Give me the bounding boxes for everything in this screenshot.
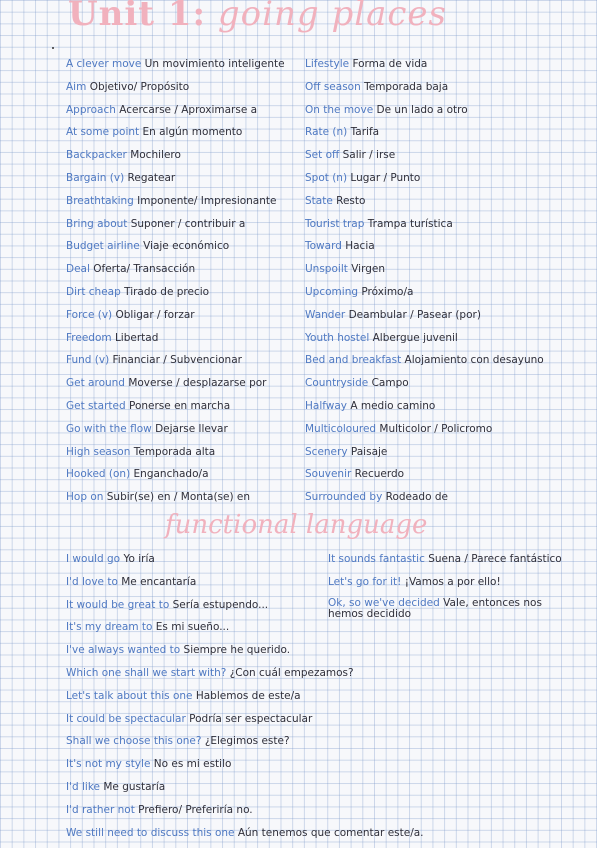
entry-english: Surrounded by xyxy=(305,491,383,504)
entry-spanish: Tarifa xyxy=(350,126,380,139)
entry-spanish: Un movimiento inteligente xyxy=(144,58,285,70)
entry-english: On the move xyxy=(305,103,374,116)
entry-english: Lifestyle xyxy=(305,58,350,70)
vocab-entry xyxy=(66,575,196,589)
entry-english: Bargain (v) xyxy=(66,172,125,184)
vocab-entry xyxy=(66,552,155,566)
entry-english: Spot (n) xyxy=(305,172,348,184)
entry-spanish: Prefiero/ Preferiría no. xyxy=(138,803,253,816)
entry-english: Bed and breakfast xyxy=(305,354,402,367)
entry-spanish: Suponer / contribuir a xyxy=(130,217,246,230)
entry-english: Go with the flow xyxy=(66,422,152,435)
vocab-entry xyxy=(66,399,230,413)
vocab-entry xyxy=(66,331,158,345)
vocab-entry xyxy=(66,103,257,117)
vocab-entry xyxy=(66,376,267,390)
entry-english: Halfway xyxy=(305,400,347,412)
vocab-entry xyxy=(66,285,209,299)
vocab-entry xyxy=(305,103,468,117)
entry-english: Which one shall we start with? xyxy=(66,667,227,679)
vocab-entry xyxy=(305,467,404,481)
page-title xyxy=(68,0,447,34)
entry-spanish: Imponente/ Impresionante xyxy=(137,194,277,207)
entry-spanish: Oferta/ Transacción xyxy=(93,263,196,276)
vocab-entry xyxy=(66,125,242,139)
vocab-entry xyxy=(305,194,365,208)
vocab-entry xyxy=(66,734,290,748)
entry-english: Approach xyxy=(66,103,116,116)
entry-english: Off season xyxy=(305,80,361,93)
vocab-entry xyxy=(66,643,290,657)
entry-english: I'd rather not xyxy=(66,803,135,816)
vocab-entry xyxy=(305,353,544,367)
vocab-entry xyxy=(305,125,379,139)
vocab-entry xyxy=(66,598,268,612)
entry-spanish: De un lado a otro xyxy=(376,103,468,116)
vocab-entry xyxy=(305,331,458,345)
entry-spanish: Dejarse llevar xyxy=(155,422,228,435)
entry-spanish: Me gustaría xyxy=(103,781,166,793)
vocab-entry xyxy=(305,490,448,504)
entry-english: Scenery xyxy=(305,445,348,458)
entry-english: Souvenir xyxy=(305,468,352,481)
vocab-entry xyxy=(305,262,385,276)
entry-spanish: Temporada alta xyxy=(133,445,216,458)
entry-spanish: Virgen xyxy=(351,263,385,276)
vocab-entry xyxy=(305,171,420,185)
entry-english: Backpacker xyxy=(66,149,127,162)
vocab-entry xyxy=(305,239,375,253)
entry-english: Get started xyxy=(66,400,126,412)
entry-spanish: Me encantaría xyxy=(121,575,197,588)
vocab-entry xyxy=(66,262,195,276)
vocab-entry xyxy=(66,712,312,726)
vocab-entry xyxy=(66,780,165,794)
entry-english: High season xyxy=(66,445,131,458)
entry-english: Force (v) xyxy=(66,308,113,321)
entry-spanish: Salir / irse xyxy=(342,149,396,162)
entry-spanish: Moverse / desplazarse por xyxy=(128,377,267,390)
vocab-entry xyxy=(66,620,229,634)
vocab-entry xyxy=(66,148,181,162)
entry-english: I've always wanted to xyxy=(66,644,181,657)
entry-spanish: Vale, entonces nos hemos decidido xyxy=(328,596,542,620)
entry-spanish: Alojamiento con desayuno xyxy=(404,354,544,367)
vocab-entry xyxy=(305,148,395,162)
entry-english: A clever move xyxy=(66,58,142,70)
entry-spanish: Yo iría xyxy=(123,553,155,565)
vocab-entry xyxy=(66,757,231,771)
entry-english: It sounds fantastic xyxy=(328,553,425,565)
margin-dot xyxy=(52,47,54,49)
entry-spanish: No es mi estilo xyxy=(153,758,232,771)
entry-spanish: Sería estupendo... xyxy=(172,598,269,611)
entry-english: Tourist trap xyxy=(305,217,365,230)
entry-spanish: Podría ser espectacular xyxy=(189,712,313,725)
vocab-entry xyxy=(66,422,228,436)
section-title: functional language xyxy=(165,510,428,540)
entry-english: Bring about xyxy=(66,217,128,230)
entry-spanish: Temporada baja xyxy=(364,80,449,93)
vocab-entry xyxy=(66,689,301,703)
entry-spanish: ¿Con cuál empezamos? xyxy=(229,667,354,679)
entry-spanish: Forma de vida xyxy=(352,58,428,70)
entry-english: State xyxy=(305,194,333,207)
entry-spanish: Financiar / Subvencionar xyxy=(112,354,242,367)
entry-english: Aim xyxy=(66,80,87,93)
entry-spanish: Resto xyxy=(336,194,366,207)
entry-spanish: Siempre he querido. xyxy=(183,644,291,657)
entry-spanish: Objetivo/ Propósito xyxy=(89,80,190,93)
entry-english: Budget airline xyxy=(66,240,140,253)
vocab-entry xyxy=(305,422,492,436)
vocab-entry xyxy=(328,575,501,589)
entry-spanish: Ponerse en marcha xyxy=(128,400,231,412)
entry-spanish: Mochilero xyxy=(130,149,181,162)
entry-english: Ok, so we've decided xyxy=(328,596,440,609)
entry-spanish: Rodeado de xyxy=(385,491,448,504)
vocab-entry xyxy=(305,376,409,390)
entry-english: Toward xyxy=(305,240,342,253)
entry-spanish: Hacia xyxy=(345,240,375,253)
entry-spanish: Albergue juvenil xyxy=(372,331,458,344)
entry-english: Get around xyxy=(66,377,125,390)
vocab-entry xyxy=(328,598,568,620)
entry-english: Wander xyxy=(305,308,346,321)
entry-spanish: Enganchado/a xyxy=(133,468,209,481)
vocab-entry xyxy=(66,490,250,504)
entry-spanish: Subir(se) en / Monta(se) en xyxy=(106,491,251,504)
entry-spanish: Suena / Parece fantástico xyxy=(428,553,562,565)
title-unit: Unit 1: xyxy=(68,0,207,34)
vocab-entry xyxy=(66,171,175,185)
vocab-entry xyxy=(66,57,285,71)
entry-spanish: Libertad xyxy=(114,331,159,344)
entry-english: Let's talk about this one xyxy=(66,689,193,702)
entry-spanish: En algún momento xyxy=(142,126,243,139)
entry-english: Set off xyxy=(305,149,340,162)
entry-english: We still need to discuss this one xyxy=(66,826,235,839)
entry-spanish: ¡Vamos a por ello! xyxy=(404,575,501,588)
vocab-entry xyxy=(328,552,562,566)
entry-spanish: A medio camino xyxy=(350,400,436,412)
entry-english: It's not my style xyxy=(66,758,151,771)
entry-spanish: Paisaje xyxy=(350,445,388,458)
entry-spanish: Trampa turística xyxy=(367,217,453,230)
entry-english: Unspoilt xyxy=(305,263,348,276)
vocab-entry xyxy=(305,308,481,322)
vocab-entry xyxy=(66,826,424,840)
entry-english: Youth hostel xyxy=(305,331,370,344)
entry-english: I'd like xyxy=(66,781,100,793)
entry-spanish: Es mi sueño... xyxy=(155,621,230,634)
entry-english: It would be great to xyxy=(66,598,170,611)
vocab-entry xyxy=(66,194,276,208)
vocab-entry xyxy=(66,80,189,94)
entry-english: Breathtaking xyxy=(66,194,134,207)
entry-english: Upcoming xyxy=(305,286,359,298)
vocab-entry xyxy=(66,803,253,817)
entry-english: Shall we choose this one? xyxy=(66,735,202,748)
entry-english: I would go xyxy=(66,553,121,565)
title-subtitle: going places xyxy=(217,0,447,34)
entry-english: Dirt cheap xyxy=(66,286,121,298)
entry-spanish: Obligar / forzar xyxy=(115,308,195,321)
entry-english: Let's go for it! xyxy=(328,575,402,588)
entry-english: Hooked (on) xyxy=(66,468,131,481)
vocab-entry xyxy=(305,217,453,231)
entry-spanish: Multicolor / Policromo xyxy=(379,422,493,435)
entry-spanish: Deambular / Pasear (por) xyxy=(348,308,481,321)
entry-spanish: Tirado de precio xyxy=(124,286,210,298)
entry-spanish: Viaje económico xyxy=(143,240,230,253)
entry-spanish: Regatear xyxy=(127,172,176,184)
vocab-entry xyxy=(66,353,242,367)
entry-spanish: ¿Elegimos este? xyxy=(204,735,290,748)
entry-english: Hop on xyxy=(66,491,104,504)
entry-english: Countryside xyxy=(305,377,369,390)
vocab-entry xyxy=(66,666,354,680)
entry-english: Rate (n) xyxy=(305,126,348,139)
entry-spanish: Lugar / Punto xyxy=(350,172,421,184)
vocab-entry xyxy=(305,57,427,71)
entry-english: At some point xyxy=(66,126,140,139)
entry-spanish: Hablemos de este/a xyxy=(195,689,301,702)
vocab-entry xyxy=(66,445,215,459)
entry-spanish: Próximo/a xyxy=(361,286,414,298)
vocab-entry xyxy=(305,285,413,299)
vocab-entry xyxy=(66,217,245,231)
entry-english: It's my dream to xyxy=(66,621,153,634)
vocab-entry xyxy=(305,80,448,94)
vocab-entry xyxy=(66,308,195,322)
entry-english: Deal xyxy=(66,263,90,276)
vocab-entry xyxy=(66,239,229,253)
entry-spanish: Campo xyxy=(371,377,409,390)
entry-english: Freedom xyxy=(66,331,112,344)
entry-spanish: Acercarse / Aproximarse a xyxy=(119,103,258,116)
vocab-entry xyxy=(305,399,435,413)
entry-english: It could be spectacular xyxy=(66,712,186,725)
entry-spanish: Recuerdo xyxy=(354,468,405,481)
entry-english: I'd love to xyxy=(66,575,118,588)
vocab-entry xyxy=(66,467,209,481)
entry-spanish: Aún tenemos que comentar este/a. xyxy=(237,826,424,839)
entry-english: Fund (v) xyxy=(66,354,110,367)
entry-english: Multicoloured xyxy=(305,422,377,435)
vocab-entry xyxy=(305,445,387,459)
